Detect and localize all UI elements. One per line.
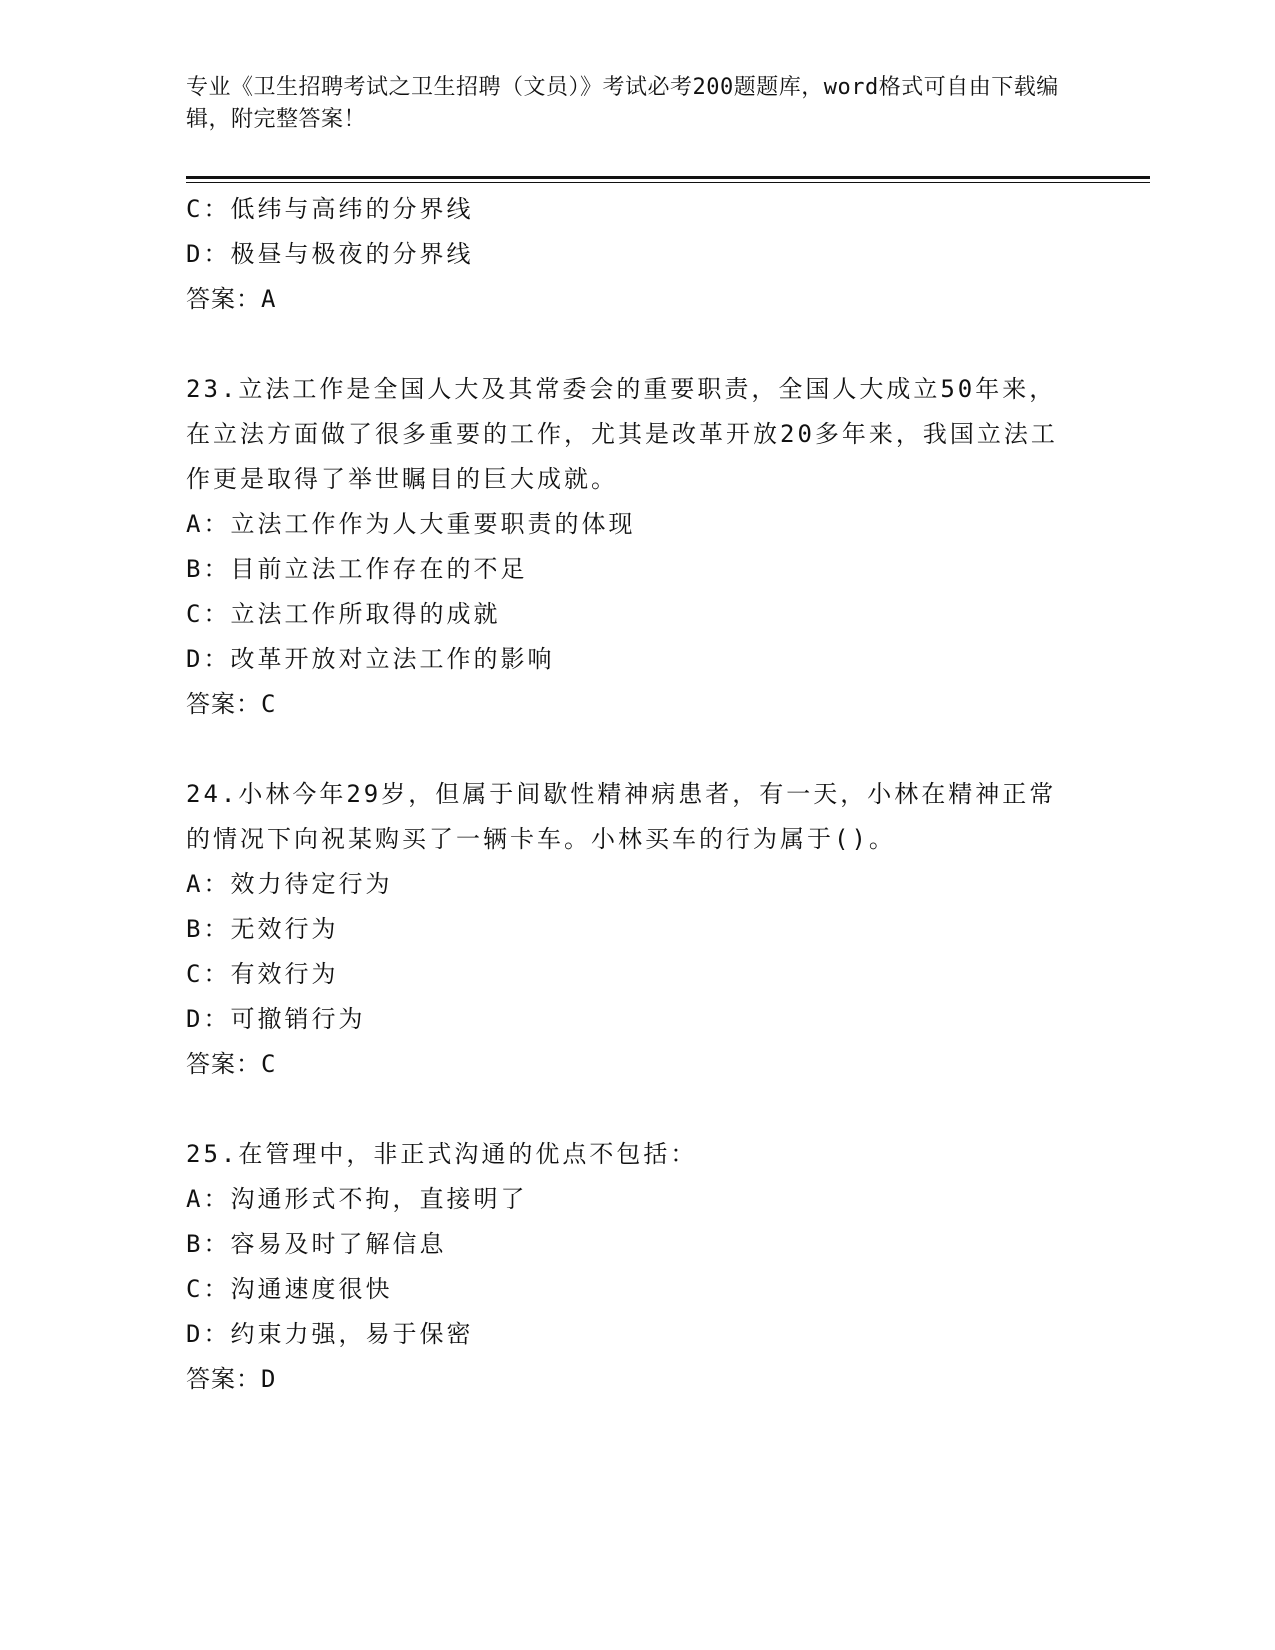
option-c: C：立法工作所取得的成就: [186, 600, 501, 628]
answer-line: [186, 682, 1086, 727]
option-c: C：有效行为: [186, 960, 339, 988]
answer-label: 答案：: [186, 1050, 261, 1078]
question-content: [186, 187, 1086, 1402]
option-b: B：目前立法工作存在的不足: [186, 555, 528, 583]
question-23: [186, 367, 1086, 727]
option-d: D：极昼与极夜的分界线: [186, 240, 474, 268]
spacer: [186, 322, 1086, 367]
question-text: 23.立法工作是全国人大及其常委会的重要职责，全国人大成立50年来，在立法方面做了很多重要的工作，尤其是改革开放20多年来，我国立法工作更是取得了举世瞩目的巨大成就。: [186, 375, 1058, 493]
question-25: [186, 1132, 1086, 1402]
answer-label: 答案：: [186, 285, 261, 313]
option-a: A：沟通形式不拘，直接明了: [186, 1185, 528, 1213]
question-24: [186, 772, 1086, 1087]
continued-question: [186, 187, 1086, 322]
document-header: 专业《卫生招聘考试之卫生招聘（文员）》考试必考200题题库，word格式可自由下载编辑，附完整答案！: [186, 75, 1059, 132]
question-text: 24.小林今年29岁，但属于间歇性精神病患者，有一天，小林在精神正常的情况下向祝某购买了一辆卡车。小林买车的行为属于()。: [186, 780, 1057, 853]
answer-value: C: [261, 690, 279, 718]
spacer: [186, 1087, 1086, 1132]
option-b: B：容易及时了解信息: [186, 1230, 447, 1258]
answer-value: C: [261, 1050, 279, 1078]
answer-value: A: [261, 285, 279, 313]
answer-value: D: [261, 1365, 279, 1393]
option-d: D：改革开放对立法工作的影响: [186, 645, 555, 673]
option-b: B：无效行为: [186, 915, 339, 943]
option-c: C：沟通速度很快: [186, 1275, 393, 1303]
option-a: A：立法工作作为人大重要职责的体现: [186, 510, 636, 538]
option-d: D：约束力强，易于保密: [186, 1320, 474, 1348]
answer-line: [186, 1042, 1086, 1087]
header-divider-thin: [186, 182, 1150, 183]
answer-line: [186, 277, 1086, 322]
option-a: A：效力待定行为: [186, 870, 393, 898]
answer-label: 答案：: [186, 690, 261, 718]
option-d: D：可撤销行为: [186, 1005, 366, 1033]
option-c: C：低纬与高纬的分界线: [186, 195, 474, 223]
header-divider-thick: [186, 176, 1150, 179]
question-text: 25.在管理中，非正式沟通的优点不包括：: [186, 1140, 698, 1168]
spacer: [186, 727, 1086, 772]
answer-line: [186, 1357, 1086, 1402]
answer-label: 答案：: [186, 1365, 261, 1393]
